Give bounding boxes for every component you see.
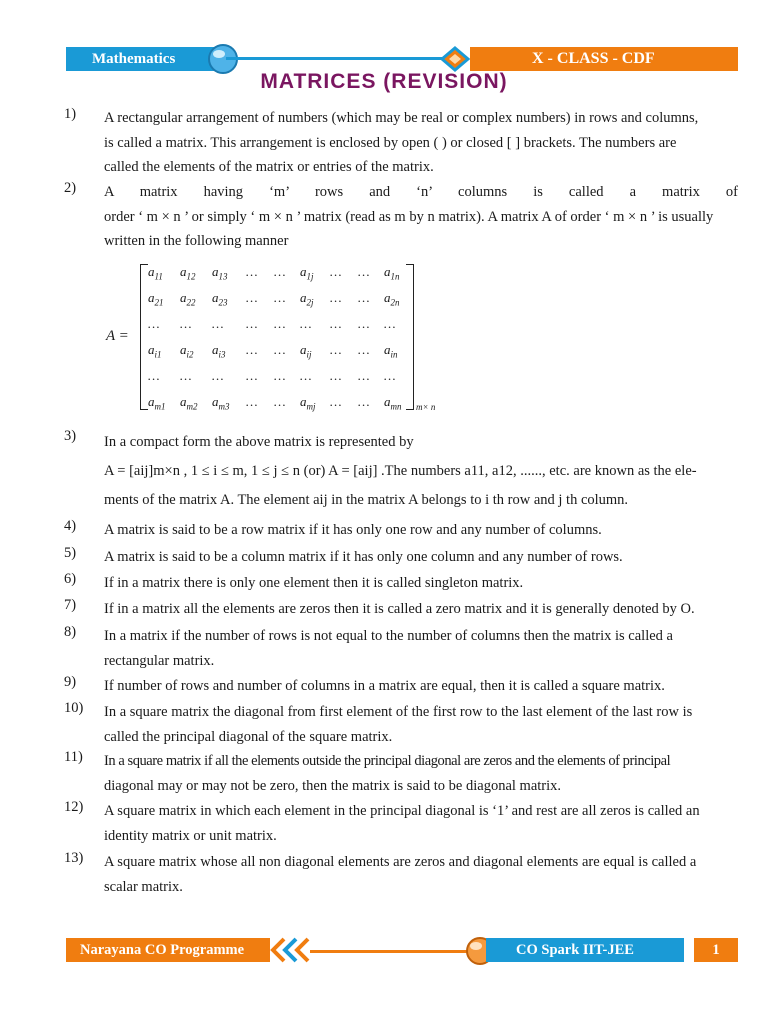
- matrix-cell: …: [358, 290, 370, 305]
- item-number: 2): [64, 180, 77, 196]
- matrix-cell: $a_{22}$: [180, 290, 196, 308]
- matrix-cell: …: [246, 316, 258, 331]
- item-line: If in a matrix there is only one element then it is called singleton matrix.: [104, 575, 524, 591]
- item-line: written in the following manner: [104, 233, 289, 249]
- item-line: A matrix is said to be a row matrix if it has only one row and any number of columns.: [104, 522, 602, 538]
- matrix-cell: $a_{ij}$: [300, 342, 312, 360]
- item-number: 3): [64, 428, 77, 444]
- matrix-cell: $a_{2n}$: [384, 290, 400, 308]
- item-line: ments of the matrix A. The element aij in the matrix A belongs to i th row and j th column.: [104, 492, 629, 508]
- matrix-cell: …: [246, 342, 258, 357]
- matrix-cell: …: [246, 264, 258, 279]
- page-number: 1: [694, 938, 738, 962]
- matrix-cell: …: [274, 342, 286, 357]
- item-number: 7): [64, 597, 77, 613]
- footer-brand: CO Spark IIT-JEE: [486, 938, 684, 962]
- item-number: 1): [64, 106, 77, 122]
- matrix-cell: $a_{mn}$: [384, 394, 402, 412]
- item-number: 4): [64, 518, 77, 534]
- matrix-cell: …: [274, 264, 286, 279]
- header-class: X - CLASS - CDF: [470, 47, 738, 71]
- matrix-cell: …: [330, 394, 342, 409]
- matrix-cell: …: [330, 264, 342, 279]
- matrix-cell: …: [274, 316, 286, 331]
- item-number: 9): [64, 674, 77, 690]
- item-line: identity matrix or unit matrix.: [104, 827, 277, 844]
- item-line: In a compact form the above matrix is represented by: [104, 434, 414, 450]
- item-line: order ‘ m × n ’ or simply ‘ m × n ’ matrix (read as m by n matrix). A matrix A of order ‘ m × n ’ is usually: [104, 208, 714, 225]
- item-number: 11): [64, 749, 83, 765]
- matrix-cell: $a_{12}$: [180, 264, 196, 282]
- item-number: 6): [64, 571, 77, 587]
- matrix-cell: …: [300, 368, 312, 383]
- matrix-cell: …: [358, 368, 370, 383]
- item-line: A matrix is said to be a column matrix if it has only one column and any number of rows.: [104, 549, 623, 565]
- item-line: rectangular matrix.: [104, 652, 215, 669]
- item-line: A square matrix in which each element in the principal diagonal is ‘1’ and rest are all zeros is called an: [104, 803, 700, 819]
- item-line: diagonal may or may not be zero, then the matrix is said to be diagonal matrix.: [104, 777, 562, 794]
- item-line: A rectangular arrangement of numbers (which may be real or complex numbers) in rows and columns,: [104, 110, 699, 126]
- matrix-cell: …: [358, 316, 370, 331]
- matrix-cell: …: [148, 316, 160, 331]
- matrix-cell: $a_{mj}$: [300, 394, 316, 412]
- matrix-cell: …: [330, 342, 342, 357]
- item-line: is called a matrix. This arrangement is enclosed by open ( ) or closed [ ] brackets. The numbers are: [104, 134, 677, 151]
- item-line: In a square matrix the diagonal from first element of the first row to the last element of the last row is: [104, 704, 693, 720]
- matrix-cell: …: [358, 394, 370, 409]
- matrix-cell: $a_{i1}$: [148, 342, 162, 360]
- item-line: If in a matrix all the elements are zeros then it is called a zero matrix and it is generally denoted by O.: [104, 601, 695, 617]
- matrix-cell: …: [246, 290, 258, 305]
- matrix-cell: $a_{m2}$: [180, 394, 198, 412]
- matrix-cell: $a_{m1}$: [148, 394, 166, 412]
- item-number: 13): [64, 850, 84, 866]
- footer-divider: [310, 950, 470, 953]
- matrix-cell: $a_{i3}$: [212, 342, 226, 360]
- matrix-cell: $a_{m3}$: [212, 394, 230, 412]
- matrix-cell: $a_{i2}$: [180, 342, 194, 360]
- matrix-cell: $a_{1j}$: [300, 264, 314, 282]
- matrix-label: A =: [106, 328, 129, 344]
- matrix-cell: $a_{in}$: [384, 342, 398, 360]
- item-number: 5): [64, 545, 77, 561]
- matrix-cell: $a_{23}$: [212, 290, 228, 308]
- matrix-cell: …: [212, 316, 224, 331]
- matrix-cell: …: [180, 316, 192, 331]
- item-line: scalar matrix.: [104, 878, 183, 895]
- footer-programme: Narayana CO Programme: [66, 938, 270, 962]
- matrix-cell: …: [274, 290, 286, 305]
- matrix-cell: …: [358, 342, 370, 357]
- matrix-cell: $a_{21}$: [148, 290, 164, 308]
- item-number: 10): [64, 700, 84, 716]
- header-subject: Mathematics: [66, 47, 226, 71]
- left-bracket: [140, 264, 148, 410]
- matrix-order: m× n: [416, 402, 436, 412]
- matrix-cell: …: [274, 368, 286, 383]
- matrix-cell: $a_{13}$: [212, 264, 228, 282]
- item-line: In a square matrix if all the elements outside the principal diagonal are zeros and the elements of principal: [104, 753, 671, 769]
- matrix-cell: …: [330, 316, 342, 331]
- matrix-cell: …: [180, 368, 192, 383]
- right-bracket: [406, 264, 414, 410]
- matrix-cell: …: [212, 368, 224, 383]
- item-line: In a matrix if the number of rows is not equal to the number of columns then the matrix is called a: [104, 628, 673, 644]
- matrix-cell: …: [358, 264, 370, 279]
- item-line: A = [aij]m×n , 1 ≤ i ≤ m, 1 ≤ j ≤ n (or) A = [aij] .The numbers a11, a12, ......, etc. are known as the ele-: [104, 463, 697, 479]
- matrix-display: [104, 262, 464, 414]
- matrix-cell: $a_{1n}$: [384, 264, 400, 282]
- matrix-cell: …: [384, 316, 396, 331]
- matrix-cell: …: [384, 368, 396, 383]
- item-line: A matrix having ‘m’ rows and ‘n’ columns is called a matrix of: [104, 184, 738, 200]
- item-number: 12): [64, 799, 84, 815]
- matrix-cell: $a_{2j}$: [300, 290, 314, 308]
- matrix-cell: …: [148, 368, 160, 383]
- item-line: A square matrix whose all non diagonal elements are zeros and diagonal elements are equal is called a: [104, 854, 697, 870]
- matrix-cell: …: [246, 394, 258, 409]
- matrix-cell: …: [246, 368, 258, 383]
- matrix-cell: …: [330, 290, 342, 305]
- item-line: called the elements of the matrix or entries of the matrix.: [104, 159, 434, 175]
- item-line: If number of rows and number of columns in a matrix are equal, then it is called a square matrix.: [104, 678, 665, 694]
- header-divider: [226, 57, 456, 60]
- matrix-cell: …: [274, 394, 286, 409]
- double-chevron-left-icon: [268, 936, 312, 964]
- matrix-cell: …: [300, 316, 312, 331]
- diamond-icon: [440, 46, 470, 72]
- item-number: 8): [64, 624, 77, 640]
- item-line: called the principal diagonal of the square matrix.: [104, 728, 393, 745]
- matrix-cell: $a_{11}$: [148, 264, 163, 282]
- matrix-cell: …: [330, 368, 342, 383]
- page-title: MATRICES (REVISION): [260, 70, 508, 93]
